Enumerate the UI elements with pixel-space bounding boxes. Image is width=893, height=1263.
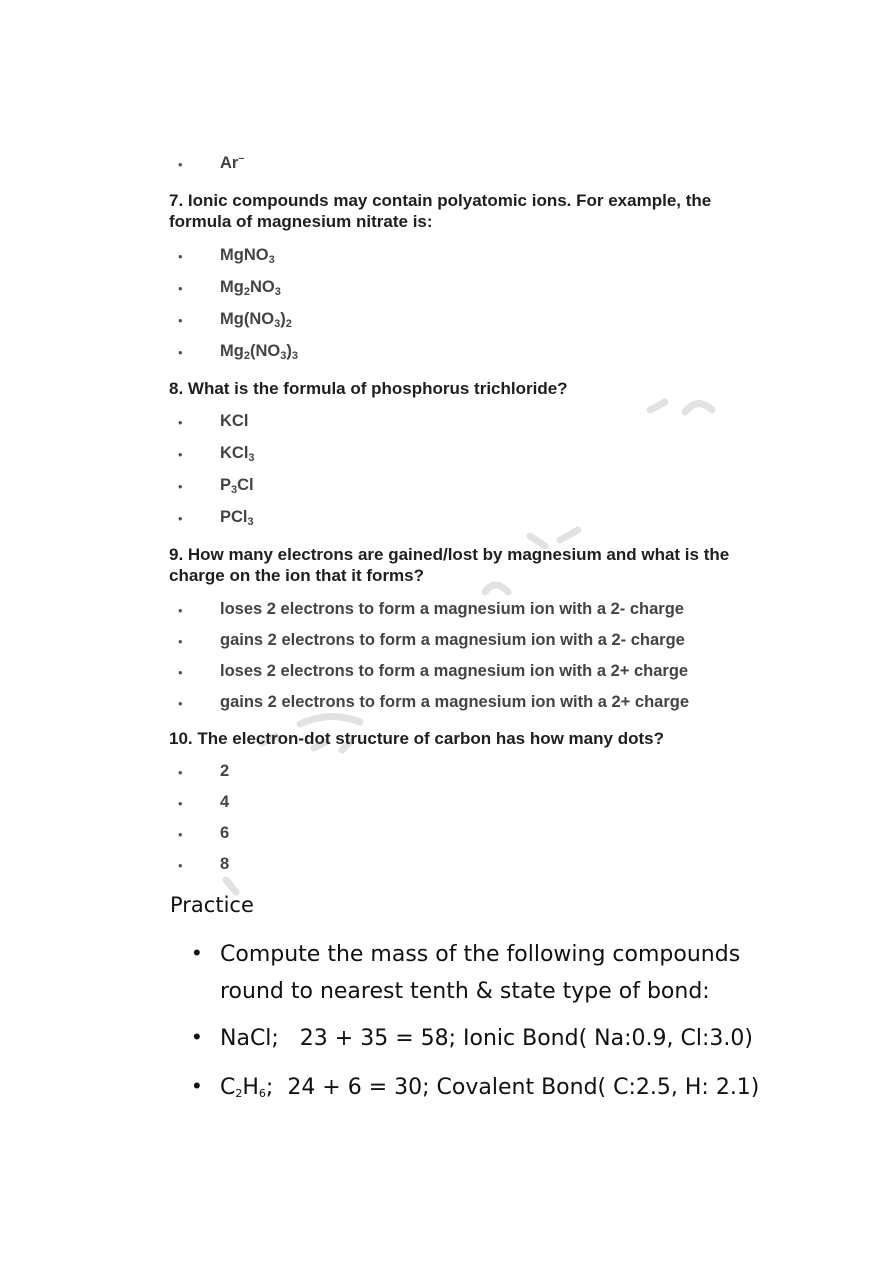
question-10-option-3: 6	[220, 824, 230, 842]
question-7-option-2: $Mg_2NO_3$	[220, 278, 281, 298]
question-8-option-4: PCl$_3$	[220, 508, 254, 528]
question-7-option-3: $Mg(NO_3)_2$	[220, 310, 292, 330]
question-7: 7. Ionic compounds may contain polyatomic ions. For example, the formula of magnesium nitrate is:	[169, 191, 712, 231]
q6-option-ar: Ar–	[220, 152, 245, 172]
bullet-icon: •	[178, 696, 183, 711]
bullet-icon: •	[178, 665, 183, 680]
bullet-icon: •	[178, 345, 183, 360]
bullet-icon: •	[178, 765, 183, 780]
question-8-option-1: KCl	[220, 412, 249, 430]
question-7-option-1: MgNO$_3$	[220, 246, 275, 266]
question-9: 9. How many electrons are gained/lost by magnesium and what is the charge on the ion that it forms?	[169, 545, 730, 585]
bullet-icon: •	[178, 249, 183, 264]
question-8-option-2: KCl$_3$	[220, 444, 255, 464]
practice-heading: Practice	[170, 893, 254, 917]
bullet-icon: •	[178, 281, 183, 296]
bullet-icon: •	[193, 1073, 201, 1098]
question-10-option-1: 2	[220, 762, 230, 780]
bullet-icon: •	[178, 415, 183, 430]
question-10: 10. The electron-dot structure of carbon has how many dots?	[169, 729, 664, 748]
bullet-icon: •	[193, 1024, 201, 1049]
bullet-icon: •	[178, 603, 183, 618]
question-9-option-1: loses 2 electrons to form a magnesium ion with a 2- charge	[220, 600, 684, 618]
bullet-icon: •	[178, 511, 183, 526]
practice-item-1-line-1: Compute the mass of the following compounds	[220, 942, 741, 967]
question-10-option-4: 8	[220, 855, 230, 873]
bullet-icon: •	[178, 479, 183, 494]
bullet-icon: •	[178, 796, 183, 811]
question-8-option-3: $P_3Cl$	[220, 476, 254, 496]
question-9-option-4: gains 2 electrons to form a magnesium ion with a 2+ charge	[220, 693, 690, 711]
question-7-option-4: $Mg_2(NO_3)_3$	[220, 342, 298, 362]
practice-item-3: $C_2H_6$; 24 + 6 = 30; Covalent Bond( C:2.5, H: 2.1)	[220, 1075, 760, 1100]
bullet-icon: •	[178, 313, 183, 328]
bullet-icon: •	[178, 858, 183, 873]
question-8: 8. What is the formula of phosphorus trichloride?	[169, 379, 568, 398]
question-9-option-3: loses 2 electrons to form a magnesium ion with a 2+ charge	[220, 662, 689, 680]
bullet-icon: •	[178, 827, 183, 842]
bullet-icon: •	[178, 634, 183, 649]
question-10-option-2: 4	[220, 793, 230, 811]
practice-item-1-line-2: round to nearest tenth & state type of bond:	[220, 979, 710, 1004]
bullet-icon: •	[178, 157, 183, 172]
question-9-option-2: gains 2 electrons to form a magnesium ion with a 2- charge	[220, 631, 685, 649]
bullet-icon: •	[178, 447, 183, 462]
bullet-icon: •	[193, 940, 201, 965]
practice-item-2: NaCl; 23 + 35 = 58; Ionic Bond( Na:0.9, Cl:3.0)	[220, 1026, 753, 1051]
